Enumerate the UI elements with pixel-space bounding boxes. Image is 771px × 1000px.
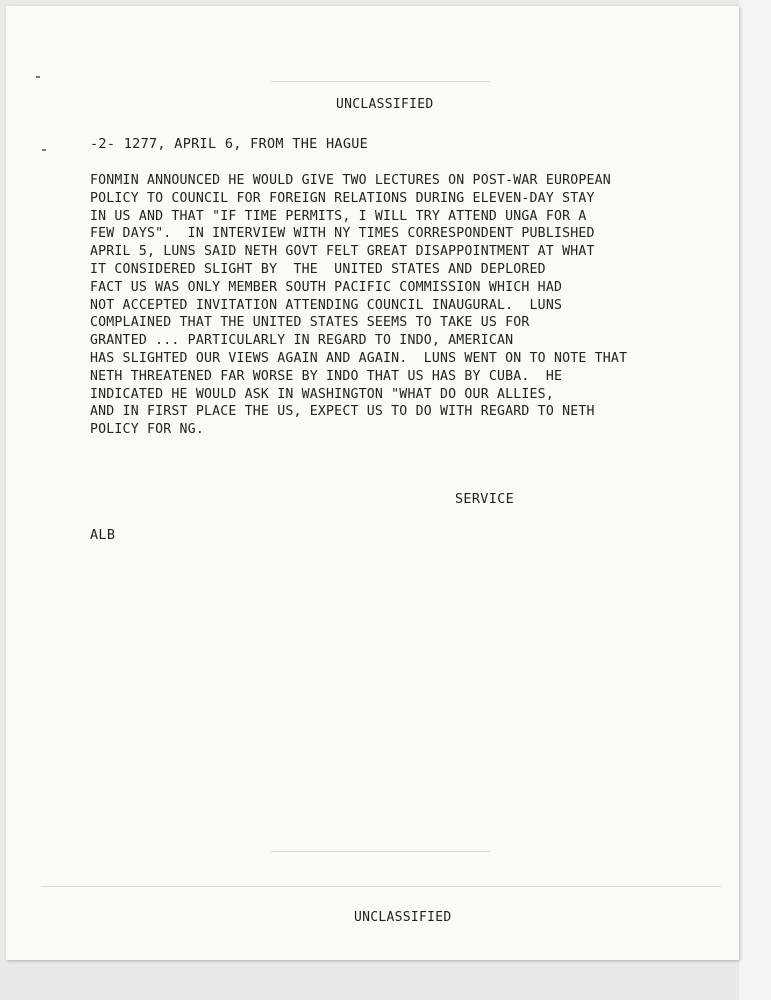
scan-mark — [42, 149, 46, 151]
body-line: GRANTED ... PARTICULARLY IN REGARD TO INDO, AMERICAN — [90, 333, 514, 349]
scan-mark — [36, 76, 40, 78]
signature-code: ALB — [90, 527, 116, 543]
body-line: INDICATED HE WOULD ASK IN WASHINGTON "WHAT DO OUR ALLIES, — [90, 386, 554, 402]
body-line: FEW DAYS". IN INTERVIEW WITH NY TIMES CORRESPONDENT PUBLISHED — [90, 226, 595, 242]
telegram-reference-line: -2- 1277, APRIL 6, FROM THE HAGUE — [90, 136, 369, 152]
body-line: FACT US WAS ONLY MEMBER SOUTH PACIFIC COMMISSION WHICH HAD — [90, 279, 563, 295]
bleed-rule-footer — [41, 886, 721, 887]
classification-header: UNCLASSIFIED — [336, 97, 434, 112]
bleed-rule-bottom — [271, 851, 491, 852]
body-line: COMPLAINED THAT THE UNITED STATES SEEMS TO TAKE US FOR — [90, 315, 530, 331]
classification-footer: UNCLASSIFIED — [354, 910, 452, 925]
body-line: IN US AND THAT "IF TIME PERMITS, I WILL TRY ATTEND UNGA FOR A — [90, 208, 587, 224]
telegram-body — [90, 172, 710, 439]
body-line: POLICY TO COUNCIL FOR FOREIGN RELATIONS DURING ELEVEN-DAY STAY — [90, 190, 595, 206]
body-line: NETH THREATENED FAR WORSE BY INDO THAT US HAS BY CUBA. HE — [90, 368, 563, 384]
body-line: HAS SLIGHTED OUR VIEWS AGAIN AND AGAIN. LUNS WENT ON TO NOTE THAT — [90, 350, 628, 366]
body-line: NOT ACCEPTED INVITATION ATTENDING COUNCIL INAUGURAL. LUNS — [90, 297, 563, 313]
body-line: APRIL 5, LUNS SAID NETH GOVT FELT GREAT DISAPPOINTMENT AT WHAT — [90, 244, 595, 260]
scan-margin — [739, 0, 771, 1000]
bleed-rule-top — [271, 81, 491, 82]
body-line: FONMIN ANNOUNCED HE WOULD GIVE TWO LECTURES ON POST-WAR EUROPEAN — [90, 173, 611, 188]
service-label: SERVICE — [455, 491, 514, 507]
body-line: IT CONSIDERED SLIGHT BY THE UNITED STATES AND DEPLORED — [90, 261, 546, 277]
body-line: AND IN FIRST PLACE THE US, EXPECT US TO DO WITH REGARD TO NETH — [90, 404, 595, 420]
body-line: POLICY FOR NG. — [90, 422, 204, 438]
